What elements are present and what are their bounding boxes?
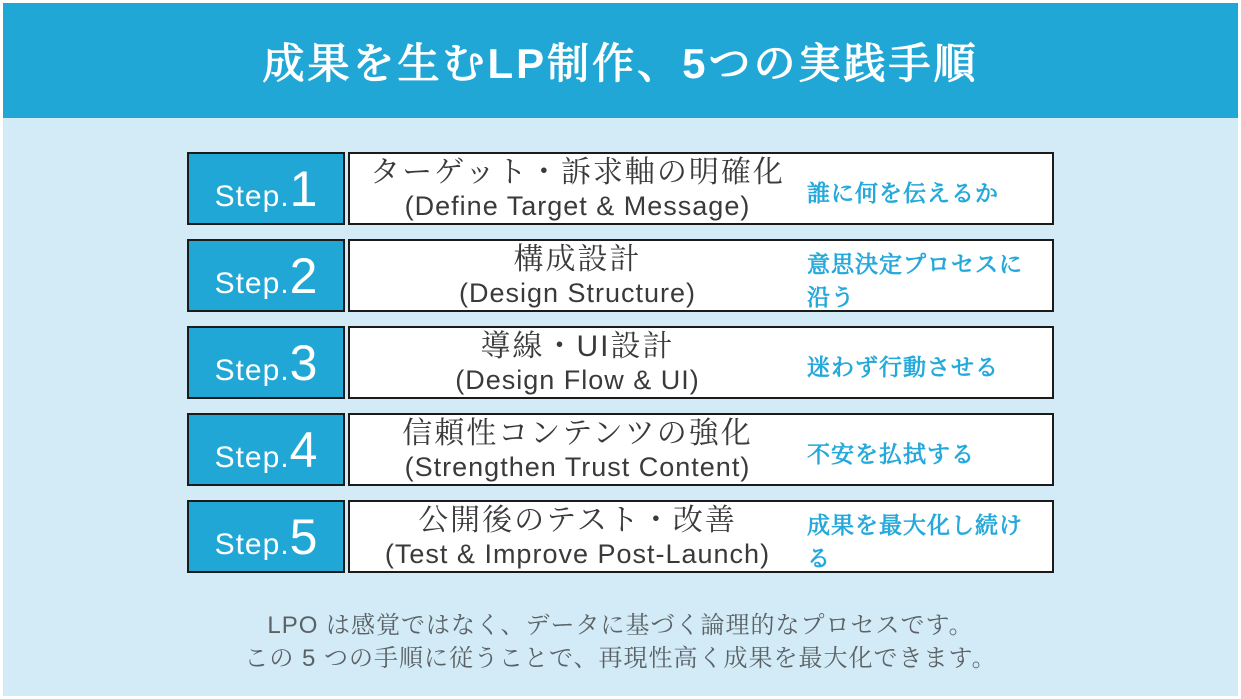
- step-note: 成果を最大化し続ける: [807, 511, 1023, 571]
- footer-line-2: この 5 つの手順に従うことで、再現性高く成果を最大化できます。: [244, 645, 997, 672]
- step-badge: [187, 239, 345, 312]
- step-content-box: [348, 152, 1054, 225]
- step-title-en: (Test & Improve Post-Launch): [384, 539, 771, 569]
- step-badge: [187, 326, 345, 399]
- step-titles: [350, 328, 805, 397]
- step-titles: [350, 154, 805, 223]
- step-number: 1: [289, 160, 318, 217]
- step-title-ja: 導線・UI設計: [480, 330, 675, 363]
- step-badge-text: [214, 160, 318, 217]
- step-title-ja: 構成設計: [513, 243, 642, 276]
- step-note: 迷わず行動させる: [807, 354, 999, 380]
- step-content-box: [348, 239, 1054, 312]
- header-bar: [3, 3, 1238, 118]
- step-title-en: (Define Target & Message): [404, 191, 751, 221]
- step-label: Step.: [214, 527, 290, 561]
- steps-list: [187, 152, 1054, 573]
- step-label: Step.: [214, 266, 290, 300]
- step-content-box: [348, 413, 1054, 486]
- step-row: [187, 500, 1054, 573]
- step-badge: [187, 152, 345, 225]
- step-badge-text: [214, 247, 318, 304]
- step-title-en: (Strengthen Trust Content): [404, 452, 751, 482]
- step-content-box: [348, 326, 1054, 399]
- footer-note: [3, 609, 1238, 675]
- step-titles: [350, 502, 805, 571]
- step-badge-text: [214, 421, 318, 478]
- step-badge-text: [214, 508, 318, 565]
- page-title: 成果を生むLP制作、5つの実践手順: [262, 39, 979, 87]
- step-content-box: [348, 500, 1054, 573]
- step-title-en: (Design Structure): [458, 278, 697, 308]
- step-number: 3: [289, 334, 318, 391]
- step-title-ja: ターゲット・訴求軸の明確化: [370, 156, 785, 189]
- step-badge: [187, 500, 345, 573]
- step-titles: [350, 241, 805, 310]
- step-number: 5: [289, 508, 318, 565]
- step-note: 意思決定プロセスに沿う: [807, 250, 1023, 310]
- step-row: [187, 239, 1054, 312]
- step-number: 4: [289, 421, 318, 478]
- footer-line-1: LPO は感覚ではなく、データに基づく論理的なプロセスです。: [267, 612, 974, 639]
- step-label: Step.: [214, 440, 290, 474]
- step-titles: [350, 415, 805, 484]
- step-row: [187, 326, 1054, 399]
- step-badge: [187, 413, 345, 486]
- step-note: 不安を払拭する: [807, 441, 975, 467]
- step-badge-text: [214, 334, 318, 391]
- step-note: 誰に何を伝えるか: [807, 180, 999, 206]
- step-title-ja: 公開後のテスト・改善: [418, 504, 737, 537]
- step-title-en: (Design Flow & UI): [455, 365, 700, 395]
- step-title-ja: 信頼性コンテンツの強化: [402, 417, 753, 450]
- step-label: Step.: [214, 179, 290, 213]
- step-row: [187, 413, 1054, 486]
- content-area: [3, 118, 1238, 696]
- step-number: 2: [289, 247, 318, 304]
- step-row: [187, 152, 1054, 225]
- step-label: Step.: [214, 353, 290, 387]
